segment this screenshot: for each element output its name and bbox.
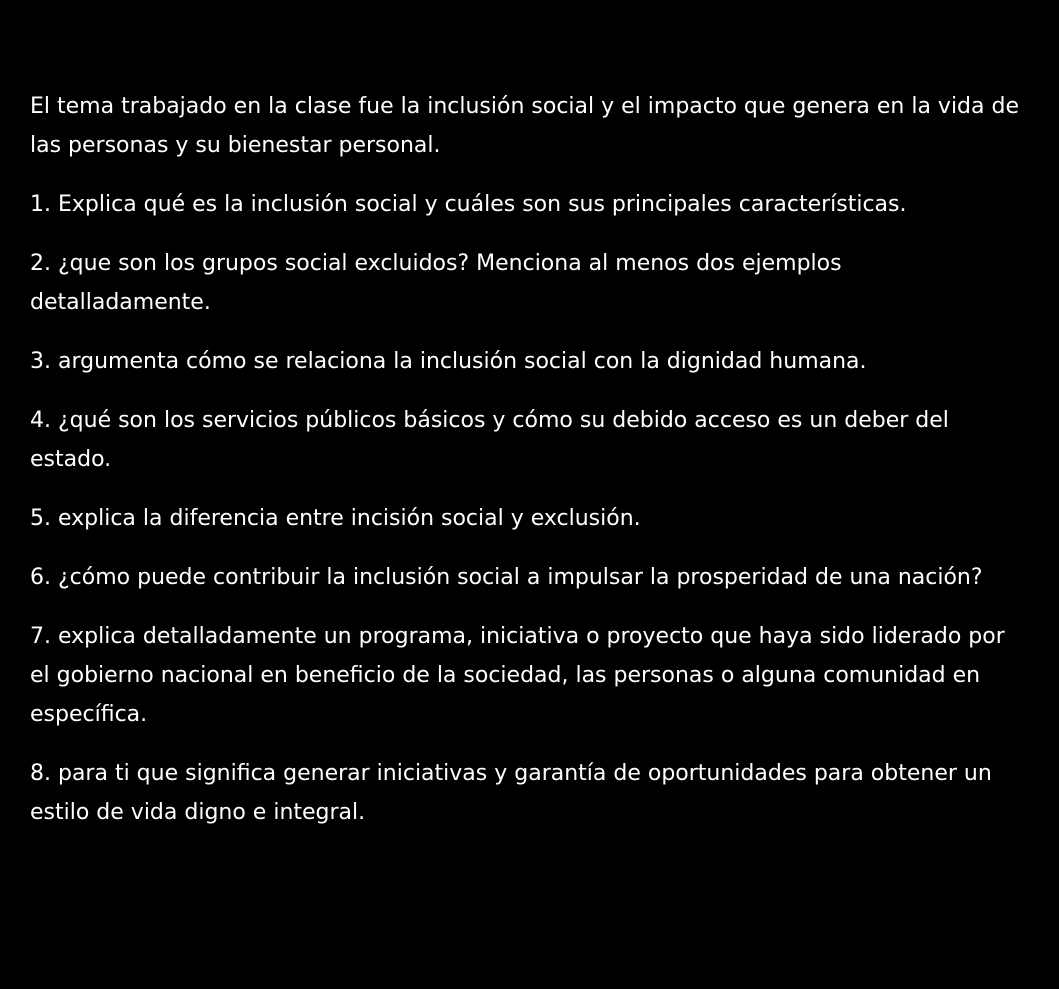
question-6: 6. ¿cómo puede contribuir la inclusión social a impulsar la prosperidad de una nación?	[30, 565, 983, 590]
document-body	[30, 87, 1020, 852]
intro-paragraph: El tema trabajado en la clase fue la inclusión social y el impacto que genera en la vida de las personas y su bienestar personal.	[30, 94, 1020, 158]
question-7: 7. explica detalladamente un programa, iniciativa o proyecto que haya sido liderado por el gobierno nacional en beneficio de la sociedad, las personas o alguna comunidad en específica.	[30, 624, 1005, 727]
question-4: 4. ¿qué son los servicios públicos básicos y cómo su debido acceso es un deber del estado.	[30, 408, 949, 472]
question-5: 5. explica la diferencia entre incisión social y exclusión.	[30, 506, 641, 531]
question-1: 1. Explica qué es la inclusión social y cuáles son sus principales características.	[30, 192, 907, 217]
question-2: 2. ¿que son los grupos social excluidos? Menciona al menos dos ejemplos detalladamente.	[30, 251, 842, 315]
question-3: 3. argumenta cómo se relaciona la inclusión social con la dignidad humana.	[30, 349, 867, 374]
question-8: 8. para ti que significa generar iniciativas y garantía de oportunidades para obtener un estilo de vida digno e integral.	[30, 761, 992, 825]
